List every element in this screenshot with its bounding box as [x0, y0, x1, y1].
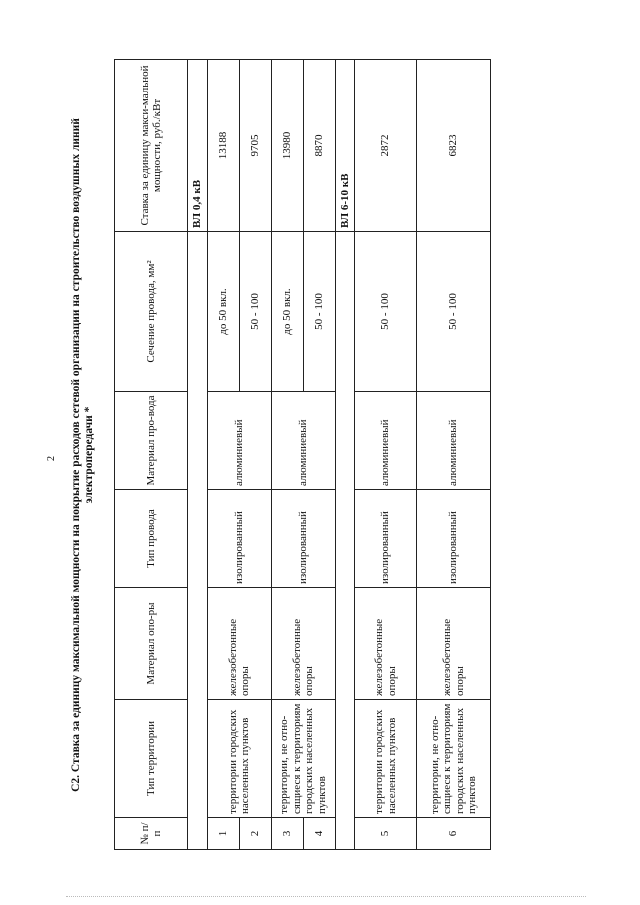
section-row-6-10kv	[335, 60, 355, 850]
document-title	[70, 60, 110, 850]
wire-section-cell: до 50 вкл.	[271, 232, 303, 392]
table-row	[417, 60, 491, 850]
wire-material-cell: алюминиевый	[207, 392, 271, 490]
row-num: 1	[207, 818, 239, 850]
rate-cell: 13980	[271, 60, 303, 232]
rate-cell: 6823	[417, 60, 491, 232]
territory-cell: территории городских населенных пунктов	[207, 700, 271, 818]
header-territory: Тип территории	[115, 700, 188, 818]
support-cell: железобетонные опоры	[271, 588, 335, 700]
support-cell: железобетонные опоры	[417, 588, 491, 700]
wire-section-cell: 50 - 100	[417, 232, 491, 392]
table-row	[355, 60, 417, 850]
rate-cell: 13188	[207, 60, 239, 232]
section-row-04kv	[188, 60, 208, 850]
territory-cell: территории, не отно-сящиеся к территориям городских населенных пунктов	[271, 700, 335, 818]
row-num: 6	[417, 818, 491, 850]
rotated-page-content	[70, 60, 491, 850]
table-row	[271, 60, 303, 850]
wire-section-cell: до 50 вкл.	[207, 232, 239, 392]
wire-type-cell: изолированный	[207, 490, 271, 588]
row-num: 2	[239, 818, 271, 850]
wire-section-cell: 50 - 100	[303, 232, 335, 392]
wire-section-cell: 50 - 100	[355, 232, 417, 392]
page-number: 2	[46, 456, 57, 461]
territory-cell: территории городских населенных пунктов	[355, 700, 417, 818]
rates-table	[114, 59, 491, 850]
section-label: ВЛ 6-10 кВ	[335, 60, 355, 232]
row-num: 3	[271, 818, 303, 850]
wire-section-cell: 50 - 100	[239, 232, 271, 392]
support-cell: железобетонные опоры	[355, 588, 417, 700]
territory-cell: территории, не отно-сящиеся к территориям городских населенных пунктов	[417, 700, 491, 818]
header-wire-type: Тип провода	[115, 490, 188, 588]
title-line-2: электропередачи *	[83, 406, 95, 504]
table-header-row	[115, 60, 188, 850]
wire-type-cell: изолированный	[417, 490, 491, 588]
header-rate: Ставка за единицу макси-мальной мощности, руб./кВт	[115, 60, 188, 232]
row-num: 5	[355, 818, 417, 850]
table-row	[207, 60, 239, 850]
header-wire-section: Сечение провода, мм²	[115, 232, 188, 392]
wire-material-cell: алюминиевый	[271, 392, 335, 490]
rate-cell: 8870	[303, 60, 335, 232]
section-label: ВЛ 0,4 кВ	[188, 60, 208, 232]
row-num: 4	[303, 818, 335, 850]
wire-type-cell: изолированный	[355, 490, 417, 588]
footnote-rule	[66, 896, 586, 902]
wire-material-cell: алюминиевый	[417, 392, 491, 490]
header-wire-material: Материал про-вода	[115, 392, 188, 490]
title-line-1: С2. Ставка за единицу максимальной мощности на покрытие расходов сетевой организации на строительство воздушных линий	[70, 118, 82, 792]
wire-material-cell: алюминиевый	[355, 392, 417, 490]
wire-type-cell: изолированный	[271, 490, 335, 588]
header-num: № п/п	[115, 818, 188, 850]
rate-cell: 9705	[239, 60, 271, 232]
header-support-material: Материал опо-ры	[115, 588, 188, 700]
rate-cell: 2872	[355, 60, 417, 232]
support-cell: железобетонные опоры	[207, 588, 271, 700]
